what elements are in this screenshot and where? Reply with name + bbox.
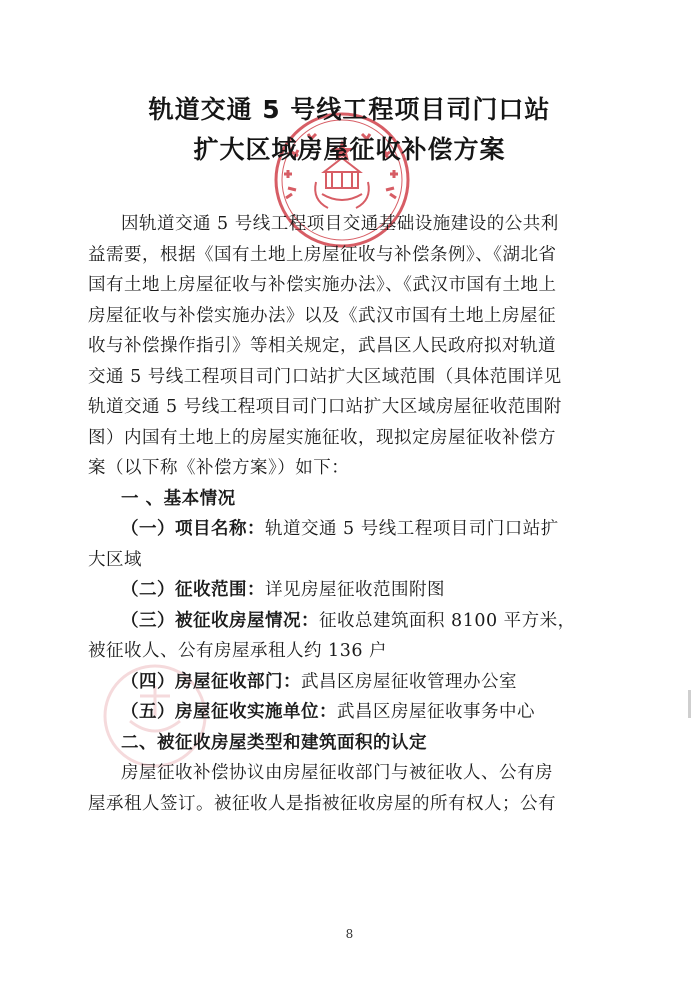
item-label: （一）项目名称： <box>121 519 265 539</box>
paragraph-line: 图）内国有土地上的房屋实施征收，现拟定房屋征收补偿方 <box>88 427 556 448</box>
item-text: 武昌区房屋征收管理办公室 <box>301 671 517 692</box>
paragraph-line: 屋承租人签订。被征收人是指被征收房屋的所有权人；公有 <box>88 793 556 814</box>
item-continuation: 大区域 <box>88 549 142 570</box>
scan-edge-mark <box>688 690 691 718</box>
item-house-status <box>121 609 661 633</box>
paragraph-line: 交通 5 号线工程项目司门口站扩大区域范围（具体范围详见 <box>88 366 562 387</box>
paragraph-line: 国有土地上房屋征收与补偿实施办法》、《武汉市国有土地上 <box>88 275 557 295</box>
item-text: 详见房屋征收范围附图 <box>265 580 445 600</box>
paragraph-line: 益需要，根据《国有土地上房屋征收与补偿条例》、《湖北省 <box>88 244 557 265</box>
item-label: （五）房屋征收实施单位： <box>121 702 337 722</box>
item-scope <box>121 578 661 602</box>
item-label: （三）被征收房屋情况： <box>121 610 319 631</box>
paragraph-line: 因轨道交通 5 号线工程项目交通基础设施建设的公共利 <box>121 214 559 234</box>
item-text: 征收总建筑面积 8100 平方米， <box>319 610 576 631</box>
page-number: 8 <box>345 927 354 941</box>
document-title-line-2: 扩大区域房屋征收补偿方案 <box>193 135 506 164</box>
item-text: 武昌区房屋征收事务中心 <box>337 702 535 722</box>
section-heading-basic-info: 一 、基本情况 <box>121 488 236 509</box>
item-implementing-unit <box>121 700 661 724</box>
item-text: 轨道交通 5 号线工程项目司门口站扩 <box>265 519 559 539</box>
paragraph-line: 案（以下称《补偿方案》）如下： <box>88 458 350 478</box>
paragraph-line: 房屋征收与补偿实施办法》以及《武汉市国有土地上房屋征 <box>88 305 556 326</box>
paragraph-line: 收与补偿操作指引》等相关规定，武昌区人民政府拟对轨道 <box>88 336 556 356</box>
item-continuation: 被征收人、公有房屋承租人约 136 户 <box>88 641 388 661</box>
item-label: （二）征收范围： <box>121 580 265 600</box>
paragraph-line: 房屋征收补偿协议由房屋征收部门与被征收人、公有房 <box>121 763 553 783</box>
item-project-name <box>121 517 661 541</box>
item-label: （四）房屋征收部门： <box>121 671 301 692</box>
item-department <box>121 670 661 694</box>
document-title-line-1: 轨道交通 5 号线工程项目司门口站 <box>148 95 551 124</box>
paragraph-line: 轨道交通 5 号线工程项目司门口站扩大区域房屋征收范围附 <box>88 397 562 417</box>
section-heading-area-determination: 二、被征收房屋类型和建筑面积的认定 <box>121 732 427 753</box>
